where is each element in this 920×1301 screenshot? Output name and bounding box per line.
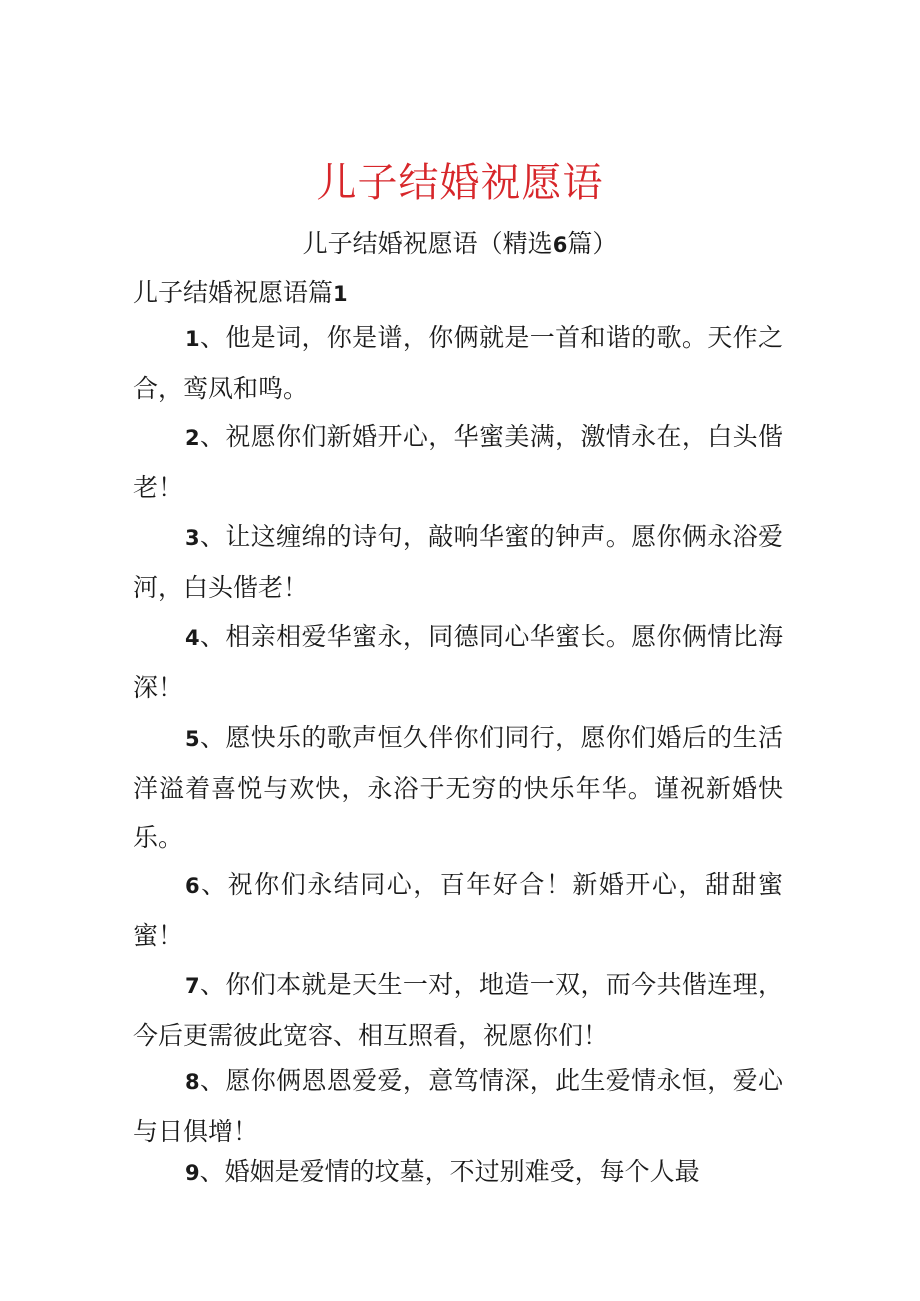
- blessing-entry: [133, 612, 783, 712]
- entry-text: 、祝愿你们新婚开心，华蜜美满，激情永在，白头偕老！: [133, 422, 783, 502]
- subtitle-count: 6: [552, 233, 568, 257]
- entry-text: 、让这缠绵的诗句，敲响华蜜的钟声。愿你俩永浴爱河，白头偕老！: [133, 522, 783, 602]
- entry-number: 1: [185, 327, 200, 351]
- entry-text: 、相亲相爱华蜜永，同德同心华蜜长。愿你俩情比海深！: [133, 622, 783, 702]
- subtitle-end: 篇）: [567, 229, 618, 258]
- section-heading: [133, 275, 348, 312]
- blessing-entry: [133, 713, 783, 862]
- entry-number: 5: [185, 727, 200, 751]
- entry-number: 8: [185, 1070, 200, 1094]
- blessing-entry: [133, 412, 783, 512]
- entry-text: 、愿你俩恩恩爱爱，意笃情深，此生爱情永恒，爱心与日俱增！: [133, 1066, 783, 1146]
- entry-text: 、祝你们永结同心，百年好合！新婚开心，甜甜蜜蜜！: [133, 870, 783, 950]
- entry-number: 3: [185, 526, 200, 550]
- entry-text: 、他是词，你是谱，你俩就是一首和谐的歌。天作之合，鸾凤和鸣。: [133, 323, 783, 403]
- section-heading-number: 1: [333, 282, 348, 306]
- blessing-entry: [133, 860, 783, 960]
- document-title: 儿子结婚祝愿语: [316, 160, 604, 206]
- blessing-entry: [133, 1056, 783, 1156]
- section-heading-text: 儿子结婚祝愿语篇: [133, 278, 334, 307]
- entry-text: 、婚姻是爱情的坟墓，不过别难受，每个人最: [199, 1157, 700, 1186]
- entry-number: 6: [185, 874, 200, 898]
- subtitle-text: 儿子结婚祝愿语（精选: [302, 229, 553, 258]
- blessing-entry: [133, 1147, 783, 1198]
- entry-number: 2: [185, 426, 200, 450]
- entry-number: 7: [185, 974, 200, 998]
- document-subtitle: [0, 226, 920, 263]
- entry-number: 4: [185, 626, 200, 650]
- entry-text: 、愿快乐的歌声恒久伴你们同行，愿你们婚后的生活洋溢着喜悦与欢快，永浴于无穷的快乐年华。谨祝新婚快乐。: [133, 723, 783, 852]
- blessing-entry: [133, 512, 783, 612]
- blessing-entry: [133, 313, 783, 413]
- blessing-entry: [133, 960, 783, 1060]
- entry-number: 9: [185, 1161, 200, 1185]
- entry-text: 、你们本就是天生一对，地造一双，而今共偕连理，今后更需彼此宽容、相互照看，祝愿你们！: [133, 970, 783, 1050]
